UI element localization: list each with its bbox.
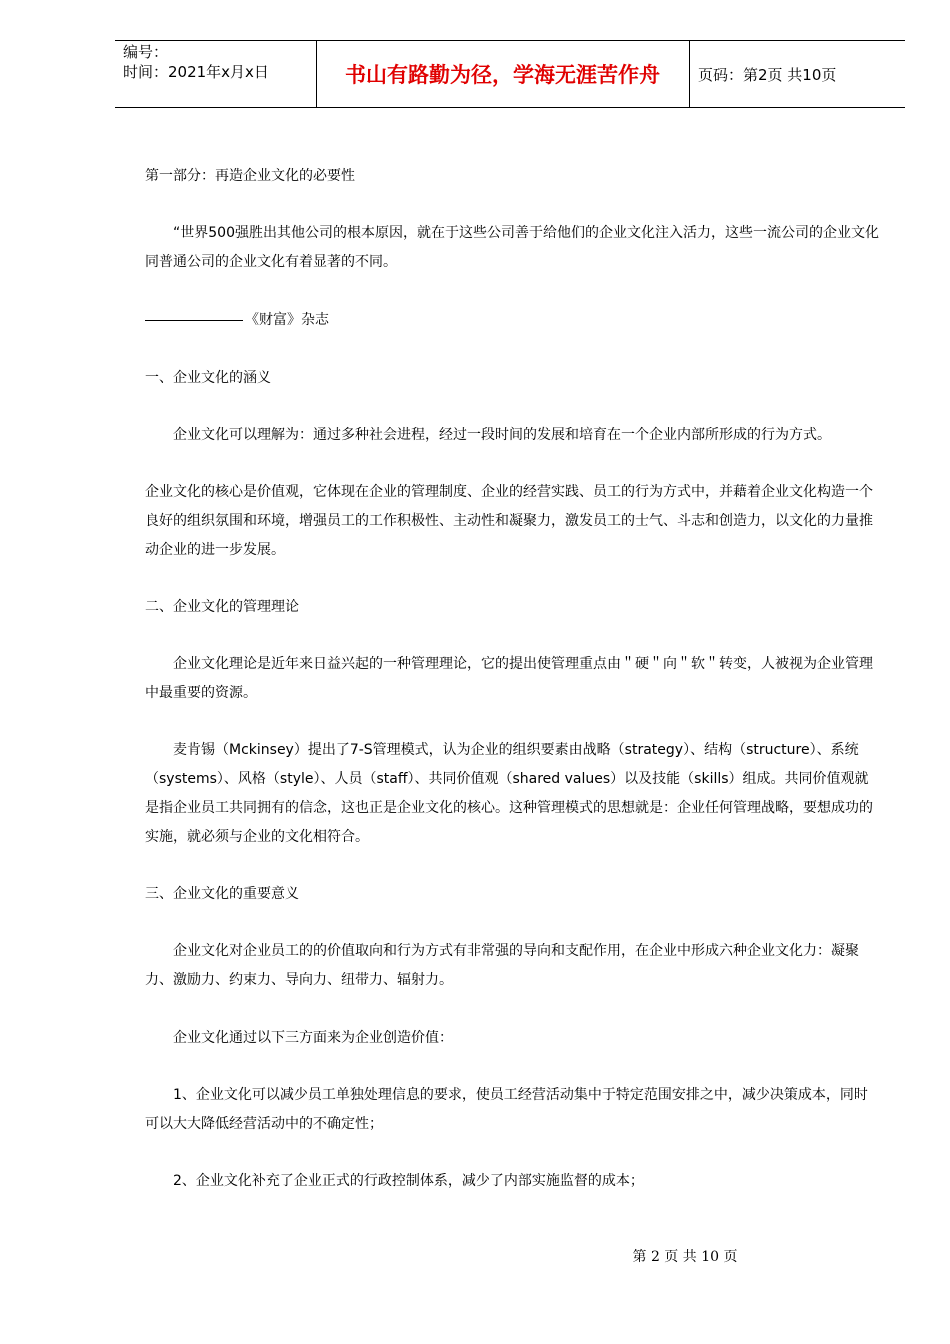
- heading-2: 二、企业文化的管理理论: [145, 599, 299, 615]
- date-line: 时间：2021年x月x日: [123, 63, 269, 81]
- paragraph-6: 企业文化通过以下三方面来为企业创造价值：: [173, 1030, 453, 1046]
- heading-3: 三、企业文化的重要意义: [145, 886, 299, 902]
- header-top-rule: [115, 40, 905, 41]
- em-dash-rule: [145, 320, 243, 321]
- serial-label: 编号：: [123, 43, 169, 61]
- header-divider-right: [689, 40, 690, 107]
- page-info: 页码：第2页 共10页: [698, 66, 837, 84]
- paragraph-1: 企业文化可以理解为：通过多种社会进程，经过一段时间的发展和培育在一个企业内部所形成的行为方式。: [173, 427, 831, 443]
- section-title: 第一部分：再造企业文化的必要性: [145, 168, 355, 184]
- paragraph-5: 企业文化对企业员工的的价值取向和行为方式有非常强的导向和支配作用，在企业中形成六种企业文化力：凝聚力、激励力、约束力、导向力、纽带力、辐射力。: [145, 943, 859, 988]
- paragraph-3: 企业文化理论是近年来日益兴起的一种管理理论，它的提出使管理重点由＂硬＂向＂软＂转变，人被视为企业管理中最重要的资源。: [145, 656, 873, 701]
- paragraph-4: 麦肯锡（Mckinsey）提出了7-S管理模式，认为企业的组织要素由战略（strategy）、结构（structure）、系统（systems）、风格（style）、人员（staff）、共同价值观（shared values）以及技能（skills）组成。共同价值观就是指企业员工共同拥有的信念，这也正是企业文化的核心。这种管理模式的思想就是：企业任何管理战略，要想成功的实施，就必须与企业的文化相符合。: [145, 742, 873, 845]
- paragraph-2: 企业文化的核心是价值观，它体现在企业的管理制度、企业的经营实践、员工的行为方式中，并藉着企业文化构造一个良好的组织氛围和环境，增强员工的工作积极性、主动性和凝聚力，激发员工的士气、斗志和创造力，以文化的力量推动企业的进一步发展。: [145, 484, 873, 558]
- heading-1: 一、企业文化的涵义: [145, 370, 271, 386]
- paragraph-8: 2、企业文化补充了企业正式的行政控制体系，减少了内部实施监督的成本；: [173, 1173, 644, 1189]
- header-bottom-rule: [115, 107, 905, 108]
- header-motto: 书山有路勤为径，学海无涯苦作舟: [345, 63, 660, 87]
- quote-source-line: [145, 306, 880, 335]
- paragraph-7: 1、企业文化可以减少员工单独处理信息的要求，使员工经营活动集中于特定范围安排之中，减少决策成本，同时可以大大降低经营活动中的不确定性；: [145, 1087, 868, 1132]
- page-footer: 第 2 页 共 10 页: [632, 1249, 738, 1265]
- quote-source: 《财富》杂志: [245, 312, 329, 328]
- quote-paragraph: “世界500强胜出其他公司的根本原因，就在于这些公司善于给他们的企业文化注入活力，这些一流公司的企业文化同普通公司的企业文化有着显著的不同。: [145, 225, 879, 270]
